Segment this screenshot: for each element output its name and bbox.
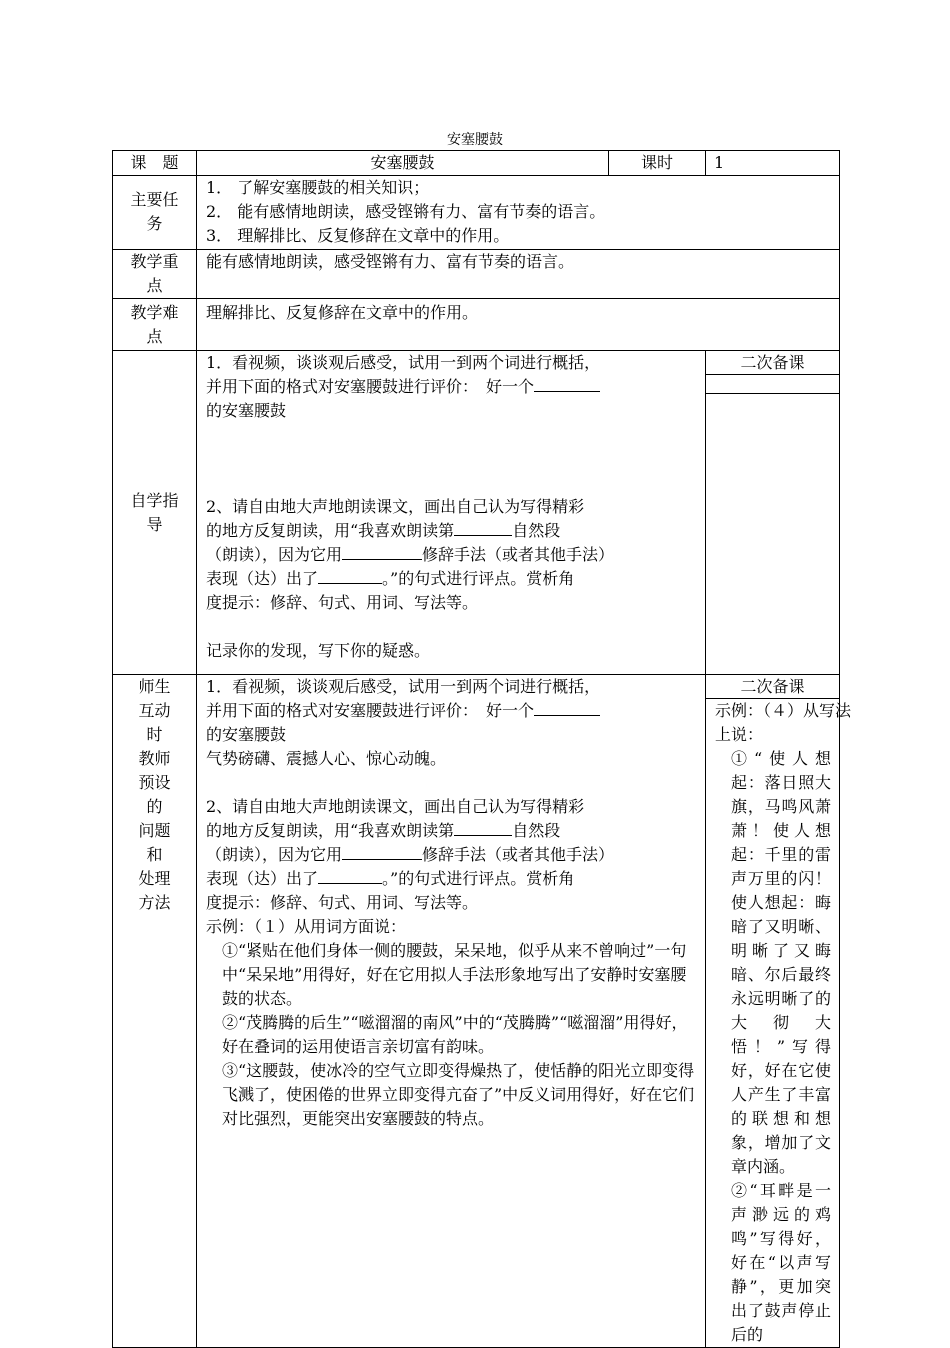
lesson-plan-table — [112, 150, 852, 1348]
task-item: 2． 能有感情地朗读，感受铿锵有力、富有节奏的语言。 — [206, 202, 606, 221]
fill-blank — [342, 543, 422, 560]
second-prep-heading: 二次备课 — [706, 675, 839, 699]
period-value: 1 — [706, 151, 840, 176]
side-example-item: ②“耳畔是一声渺远的鸡鸣”写得好，好在“以声写静”，更加突出了鼓声停止后的 — [731, 1181, 832, 1344]
fill-blank — [454, 819, 512, 836]
example-item: ①“紧贴在他们身体一侧的腰鼓，呆呆地，似乎从来不曾响过”一句中“呆呆地”用得好，好在它用拟人手法形象地写出了安静时安塞腰鼓的状态。 — [222, 941, 687, 1008]
example-heading: 示例：（１）从用词方面说： — [206, 917, 407, 936]
key-point-text: 能有感情地朗读，感受铿锵有力、富有节奏的语言。 — [197, 250, 840, 299]
difficulty-text: 理解排比、反复修辞在文章中的作用。 — [197, 299, 840, 351]
tasks-label: 主要任 务 — [113, 176, 197, 250]
period-label: 课时 — [609, 151, 706, 176]
fill-blank — [534, 375, 600, 392]
interaction-side-notes: 二次备课 示例：（４）从写法 上说： ①“使人想起：落日照大旗，马鸣风萧萧！使人想起：千里的雷声万里的闪！使人想起：晦暗了又明晰、明晰了又晦暗、尔后最终永远明晰了的大彻大悟！”写得好，好在它使人产生了丰富的联想和想象，增加了文章内涵。 ②“耳畔是一声渺远的鸡鸣”写得好，好在“以声写静”，更加突出了鼓声停止后的 — [706, 675, 840, 1348]
side-example-item: ①“使人想起：落日照大旗，马鸣风萧萧！使人想起：千里的雷声万里的闪！使人想起：晦暗了又明晰、明晰了又晦暗、尔后最终永远明晰了的大彻大悟！”写得好，好在它使人产生了丰富的联想和想象，增加了文章内涵。 — [731, 749, 832, 1176]
example-item: ③“这腰鼓，使冰冷的空气立即变得燥热了，使恬静的阳光立即变得飞溅了，使困倦的世界立即变得亢奋了”中反义词用得好，好在它们对比强烈，更能突出安塞腰鼓的特点。 — [222, 1061, 695, 1128]
self-study-content: 1．看视频，谈谈观后感受，试用一到两个词进行概括， 并用下面的格式对安塞腰鼓进行评价： 好一个 的安塞腰鼓 2、请自由地大声地朗读课文，画出自己认为写得精彩 的地方反复朗读，用“我喜欢朗读第 自然段 （朗读），因为它用 修辞手法（或者其他手法） 表现（达）出了 。”的句式进行评点。赏析角 度提示：修辞、句式、用词、写法等。 记录你的发现，写下你的疑惑。 — [197, 351, 706, 675]
q1-answer: 气势磅礴、震撼人心、惊心动魄。 — [206, 749, 447, 768]
key-point-row — [113, 250, 840, 299]
self-study-side-notes — [706, 351, 840, 675]
task-item: 3． 理解排比、反复修辞在文章中的作用。 — [206, 226, 510, 245]
topic-label: 课 题 — [113, 151, 197, 176]
fill-blank — [318, 867, 382, 884]
difficulty-label: 教学难 点 — [113, 299, 197, 351]
interaction-label: 师生 互动 时 教师 预设 的 问题 和 处理 方法 — [113, 675, 197, 1348]
document-title: 安塞腰鼓 — [447, 132, 503, 148]
interaction-row — [113, 675, 840, 1348]
fill-blank — [534, 699, 600, 716]
self-study-row — [113, 351, 840, 675]
task-item: 1． 了解安塞腰鼓的相关知识； — [206, 178, 430, 197]
fill-blank — [318, 567, 382, 584]
tasks-row — [113, 176, 840, 250]
difficulty-row — [113, 299, 840, 351]
header-row — [113, 151, 840, 176]
self-study-label: 自学指 导 — [113, 351, 197, 675]
fill-blank — [454, 519, 512, 536]
topic-value: 安塞腰鼓 — [197, 151, 609, 176]
second-prep-heading: 二次备课 — [706, 351, 839, 375]
key-point-label: 教学重 点 — [113, 250, 197, 299]
example-item: ②“茂腾腾的后生”“嗞溜溜的南风”中的“茂腾腾”“嗞溜溜”用得好，好在叠词的运用使语言亲切富有韵味。 — [222, 1013, 688, 1056]
fill-blank — [342, 843, 422, 860]
interaction-content: 1．看视频，谈谈观后感受，试用一到两个词进行概括， 并用下面的格式对安塞腰鼓进行评价： 好一个 的安塞腰鼓 气势磅礴、震撼人心、惊心动魄。 2、请自由地大声地朗读课文，画出自己认为写得精彩 的地方反复朗读，用“我喜欢朗读第 自然段 （朗读），因为它用 修辞手法（或者其他手法） 表现（达）出了 。”的句式进行评点。赏析角 度提示：修辞、句式、用词、写法等。 示例：（１）从用词方面说： ①“紧贴在他们身体一侧的腰鼓，呆呆地，似乎从来不曾响过”一句中“呆呆地”用得好，好在它用拟人手法形象地写出了安静时安塞腰鼓的状态。 ②“茂腾腾的后生”“嗞溜溜的南风”中的“茂腾腾”“嗞溜溜”用得好，好在叠词的运用使语言亲切富有韵味。 ③“这腰鼓，使冰冷的空气立即变得燥热了，使恬静的阳光立即变得飞溅了，使困倦的世界立即变得亢奋了”中反义词用得好，好在它们对比强烈，更能突出安塞腰鼓的特点。 — [197, 675, 706, 1348]
side-example-heading: 示例：（４）从写法 — [715, 701, 852, 720]
tasks-content — [197, 176, 840, 250]
